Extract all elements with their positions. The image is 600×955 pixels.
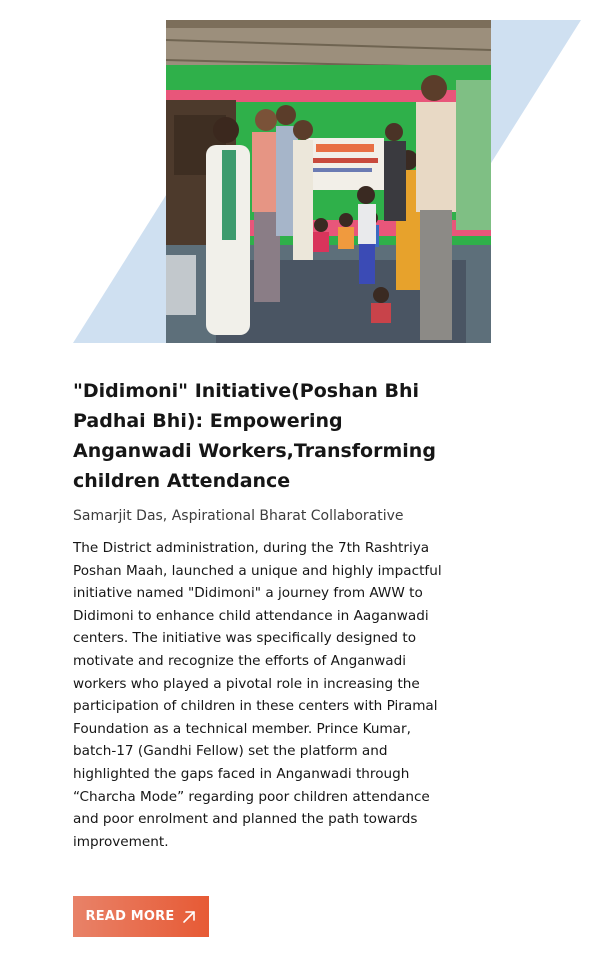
article-title[interactable]: "Didimoni" Initiative(Poshan Bhi Padhai Bhi): Empowering Anganwadi Workers,Transforming children Attendance bbox=[73, 380, 436, 492]
photo-illustration bbox=[166, 20, 491, 343]
article-excerpt: The District administration, during the 7th Rashtriya Poshan Maah, launched a unique and highly impactful initiative named "Didimoni" a journey from AWW to Didimoni to enhance child attendance in Aaganwadi centers. The initiative was specifically designed to motivate and recognize the efforts of Anganwadi workers who played a pivotal role in increasing the participation of children in these centers with Piramal Foundation as a technical member. Prince Kumar, batch-17 (Gandhi Fellow) set the platform and highlighted the gaps faced in Anganwadi through “Charcha Mode” regarding poor children attendance and poor enrolment and planned the path towards improvement. bbox=[73, 540, 442, 850]
article-image[interactable] bbox=[166, 20, 491, 343]
arrow-up-right-icon bbox=[182, 910, 196, 924]
article-author: Samarjit Das, Aspirational Bharat Collaborative bbox=[73, 508, 404, 524]
read-more-button[interactable] bbox=[73, 896, 209, 937]
read-more-label: READ MORE bbox=[85, 909, 175, 924]
